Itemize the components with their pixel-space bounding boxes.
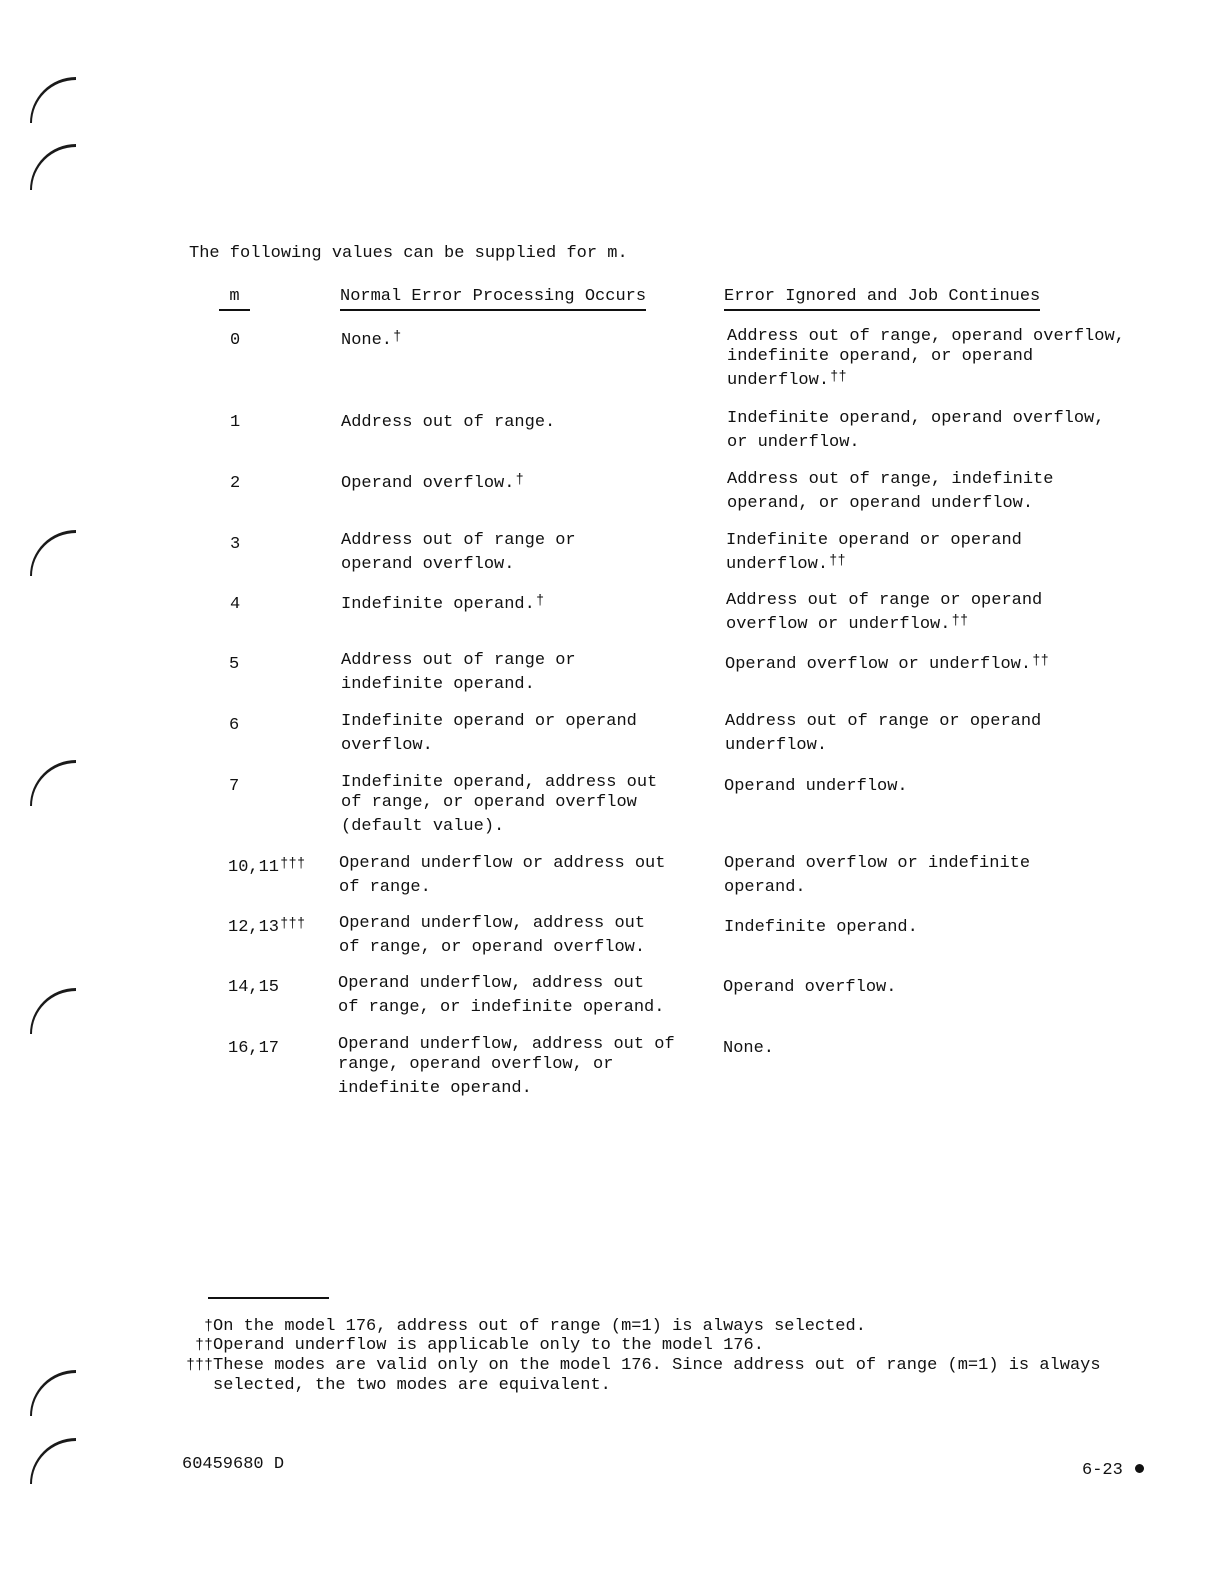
normal-processing-cell: None.† (341, 329, 402, 350)
m-value: 4 (230, 595, 241, 614)
bullet-dot-icon (1135, 1464, 1144, 1473)
m-value: 1 (230, 413, 241, 432)
normal-processing-cell: Operand underflow or address out of range. (339, 854, 666, 897)
header-normal-processing: Normal Error Processing Occurs (340, 287, 646, 311)
binder-hole-mark (30, 77, 76, 123)
error-ignored-cell: Indefinite operand or operand underflow.†† (726, 531, 1022, 574)
binder-hole-mark (30, 988, 76, 1034)
binder-hole-mark (30, 1370, 76, 1416)
page-number: 6-23 (1082, 1461, 1144, 1481)
error-ignored-cell: None. (723, 1039, 775, 1058)
error-ignored-cell: Indefinite operand. (724, 918, 918, 937)
footnote-divider (208, 1297, 329, 1299)
binder-hole-mark (30, 1438, 76, 1484)
footnote-marker: † (203, 1318, 213, 1335)
error-ignored-cell: Operand overflow. (723, 978, 897, 997)
error-ignored-cell: Indefinite operand, operand overflow, or underflow. (727, 409, 1105, 452)
m-value: 14,15 (228, 978, 280, 997)
normal-processing-cell: Operand underflow, address out of range, or operand overflow. (339, 914, 646, 957)
normal-processing-cell: Indefinite operand.† (341, 593, 545, 614)
normal-processing-cell: Indefinite operand, address out of range, or operand overflow (default value). (341, 773, 658, 836)
m-value: 2 (230, 474, 241, 493)
m-value: 12,13††† (228, 916, 306, 937)
error-ignored-cell: Address out of range, indefinite operand, or operand underflow. (727, 470, 1054, 513)
document-number: 60459680 D (182, 1455, 285, 1474)
footnote-marker: †† (194, 1337, 213, 1354)
normal-processing-cell: Operand underflow, address out of range, or indefinite operand. (338, 974, 665, 1017)
error-ignored-cell: Operand underflow. (724, 777, 908, 796)
header-m: m (219, 287, 250, 311)
m-value: 5 (229, 655, 240, 674)
normal-processing-cell: Address out of range or indefinite operand. (341, 651, 576, 694)
binder-hole-mark (30, 144, 76, 190)
m-value: 7 (229, 777, 240, 796)
normal-processing-cell: Indefinite operand or operand overflow. (341, 712, 637, 755)
footnote: †On the model 176, address out of range (m=1) is always selected. (177, 1317, 1137, 1337)
normal-processing-cell: Operand underflow, address out of range, operand overflow, or indefinite operand. (338, 1035, 675, 1098)
footnote: ††† These modes are valid only on the model 176. Since address out of range (m=1) is always selected, the two modes are equivalent. (177, 1356, 1137, 1396)
error-ignored-cell: Address out of range or operand underflow. (725, 712, 1042, 755)
binder-hole-mark (30, 760, 76, 806)
error-ignored-cell: Address out of range or operand overflow or underflow.†† (726, 591, 1043, 634)
m-value: 0 (230, 331, 241, 350)
error-ignored-cell: Operand overflow or indefinite operand. (724, 854, 1031, 897)
m-value: 3 (230, 535, 241, 554)
footnote: ††Operand underflow is applicable only to the model 176. (177, 1336, 1137, 1356)
m-value: 6 (229, 716, 240, 735)
error-ignored-cell: Address out of range, operand overflow, indefinite operand, or operand underflow.†† (727, 327, 1125, 390)
header-error-ignored: Error Ignored and Job Continues (724, 287, 1040, 311)
normal-processing-cell: Address out of range. (341, 413, 556, 432)
footnote-marker: ††† (185, 1357, 213, 1374)
binder-hole-mark (30, 530, 76, 576)
normal-processing-cell: Operand overflow.† (341, 472, 524, 493)
normal-processing-cell: Address out of range or operand overflow. (341, 531, 576, 574)
m-value: 10,11††† (228, 856, 306, 877)
error-ignored-cell: Operand overflow or underflow.†† (725, 653, 1049, 674)
intro-text: The following values can be supplied for m. (189, 244, 628, 263)
m-value: 16,17 (228, 1039, 280, 1058)
